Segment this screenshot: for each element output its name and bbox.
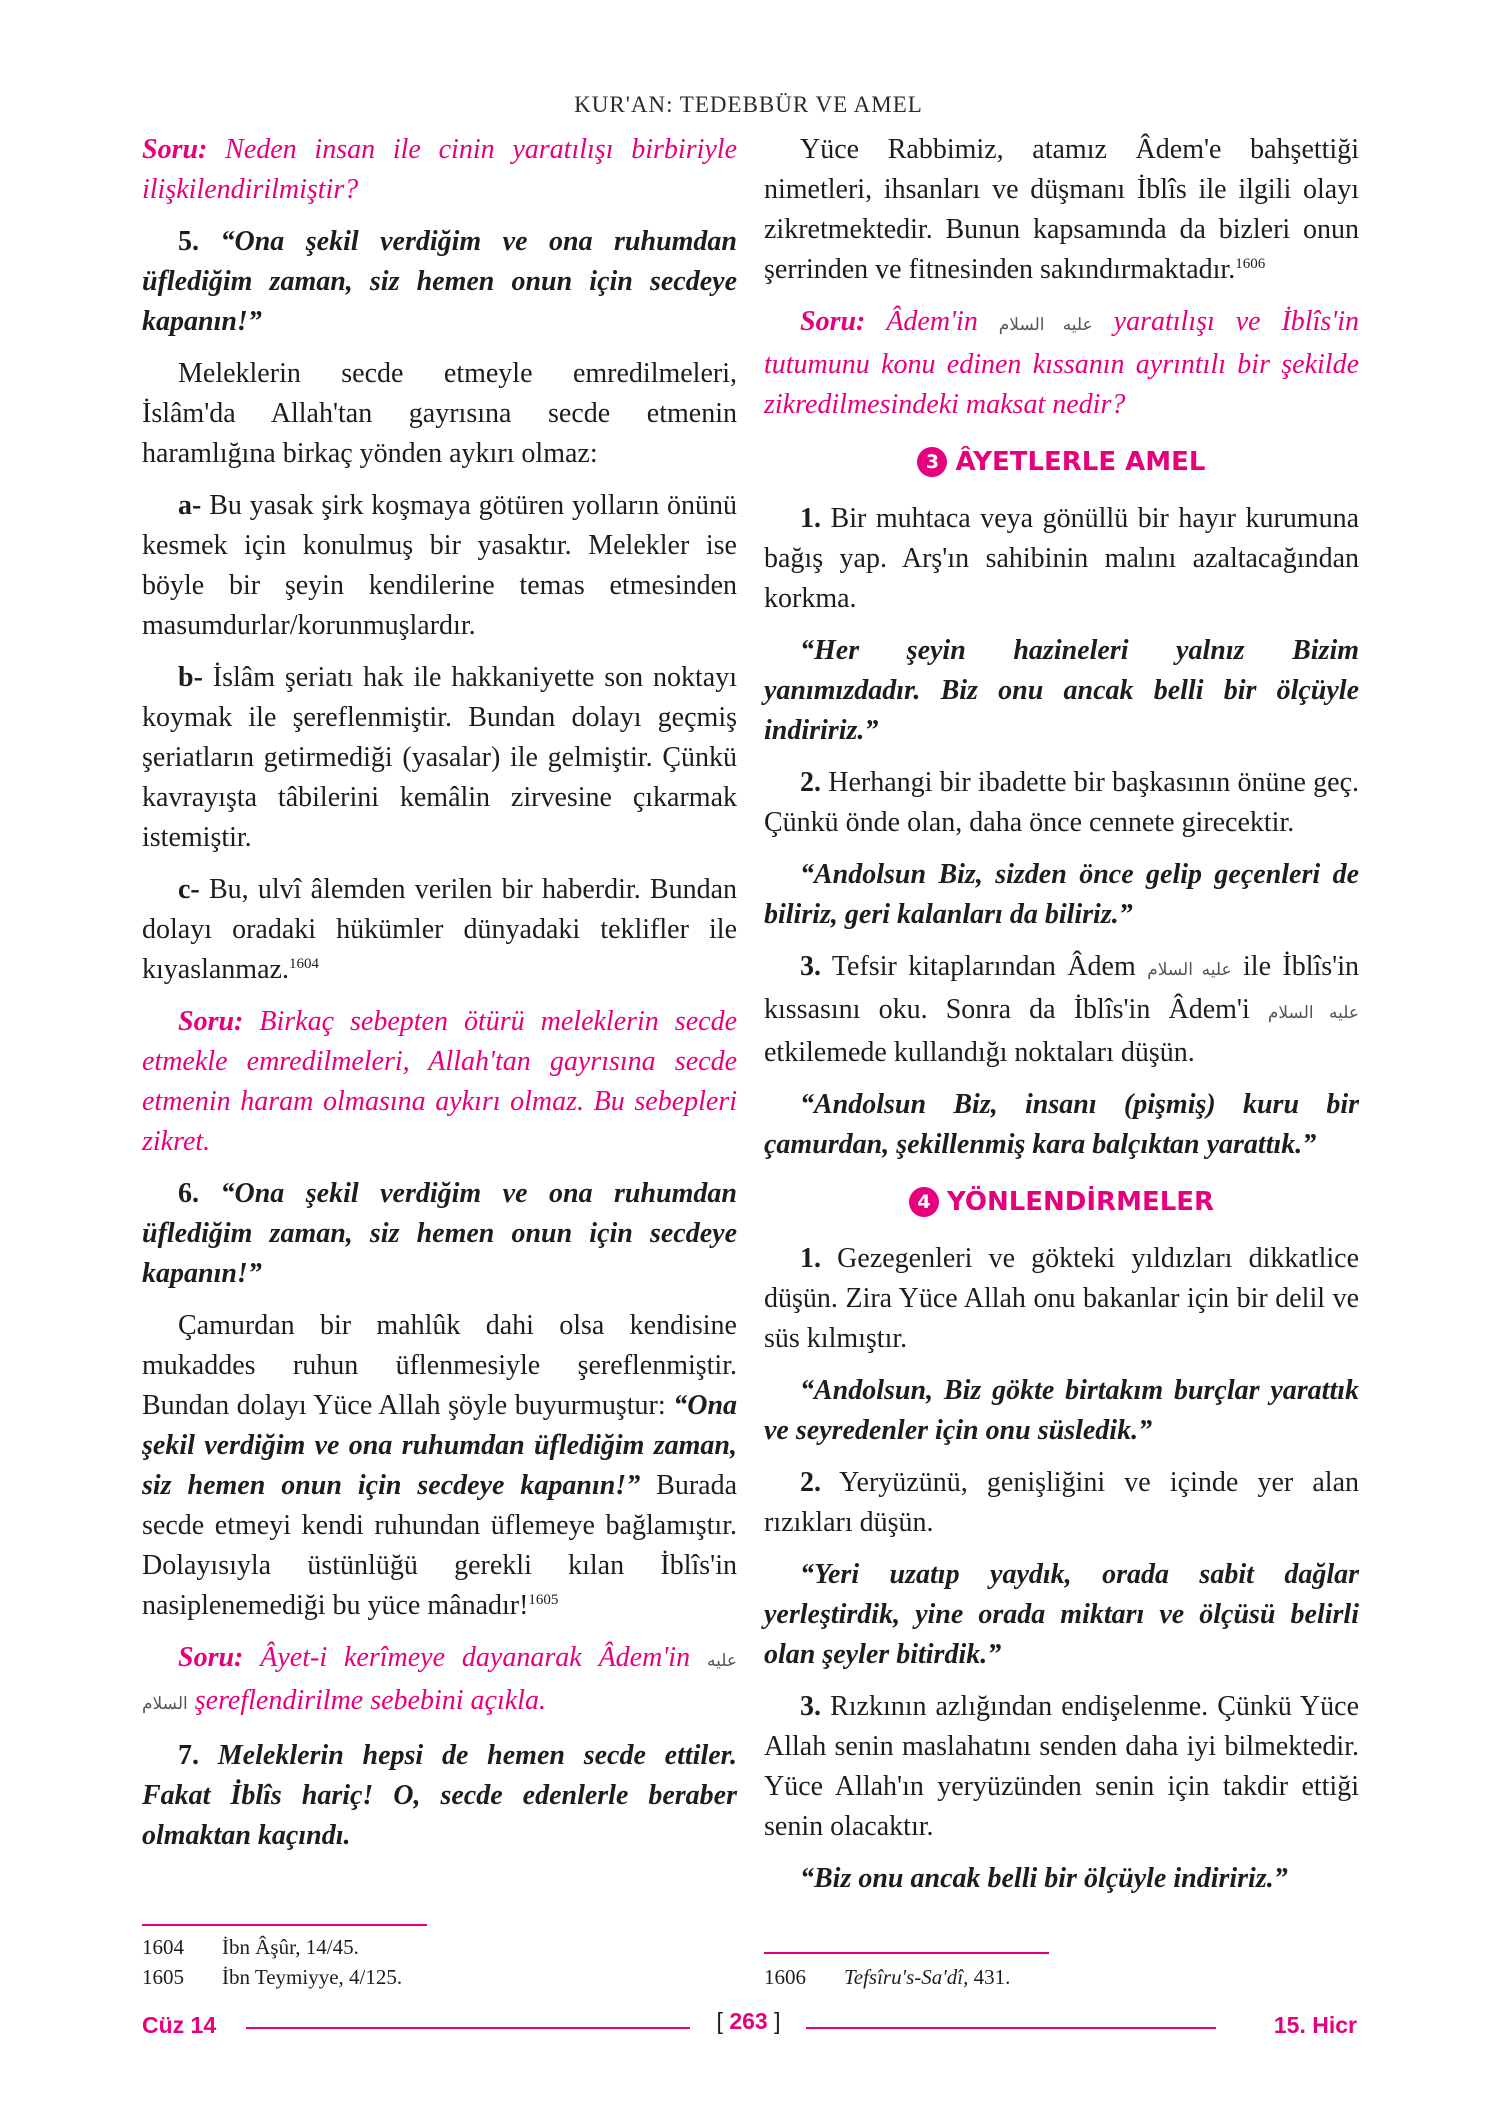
section-title: ÂYETLERLE AMEL [955,447,1206,477]
section-number-badge: 4 [909,1187,939,1217]
item-label: c- [178,874,200,905]
action-2-verse [764,855,1359,935]
paragraph-text: Burada secde etmeyi kendi ruhundan üflemeye bağlamıştır. Dolayısıyla üstünlüğü gerekli kılan İblîs'in nasiplenemediği bu yüce mânadır! [142,1470,738,1621]
paragraph-intro [764,130,1359,290]
item-text: Tefsir kitaplarından Âdem [831,951,1136,982]
question-text: şereflendirilme sebebini açıkla. [194,1685,546,1716]
footnote-1605 [142,1962,402,1992]
verse-text: “Ona şekil verdiğim ve ona ruhumdan üflediğim zaman, siz hemen onun için secdeye kapanın!” [142,1178,737,1289]
left-column [142,130,737,1868]
bracket-close: ] [774,2008,781,2034]
guidance-1 [764,1239,1359,1359]
footnote-ref: 1604 [288,956,319,972]
action-1 [764,499,1359,619]
paragraph-1 [142,354,737,474]
action-2 [764,763,1359,843]
item-number: 2. [800,1467,821,1498]
item-a [142,486,737,646]
footnote-rule-right [764,1952,1049,1954]
sura-label: 15. Hicr [1273,2012,1357,2038]
inline-verse: “Ona şekil verdiğim ve ona ruhumdan üflediğim zaman, siz hemen onun için secdeye kapanın!” [142,1390,738,1501]
honorific-glyph: عليه السلام [1267,1003,1360,1022]
guidance-2 [764,1463,1359,1543]
footer-rule-right [806,2027,1216,2029]
honorific-glyph: عليه السلام [998,315,1093,334]
footnote-1604 [142,1932,359,1962]
footnote-source: Tefsîru's-Sa'dî, [844,1965,969,1989]
page-number-value: 263 [729,2008,768,2034]
verse-7 [142,1736,737,1856]
question-1 [142,130,737,210]
question-text: Neden insan ile cinin yaratılışı birbiriyle ilişkilendirilmiştir? [142,134,738,205]
question-label: Soru: [178,1642,244,1673]
guidance-3-verse [764,1859,1359,1899]
item-text: Bu, ulvî âlemden verilen bir haberdir. Bundan dolayı oradaki hükümler dünyadaki teklifler ile kıyaslanmaz. [142,874,738,985]
page-number [700,2008,797,2035]
verse-text: “Andolsun Biz, sizden önce gelip geçenleri de biliriz, geri kalanları da biliriz.” [764,859,1359,930]
section-number-badge: 3 [917,447,947,477]
question-2 [142,1002,737,1162]
footnote-text: 431. [973,1965,1011,1989]
item-text: Bir muhtaca veya gönüllü bir hayır kurumuna bağış yap. Arş'ın sahibinin malını azaltacağından korkma. [764,503,1360,614]
question-3 [142,1638,737,1724]
verse-number: 7. [178,1740,199,1771]
paragraph-2 [142,1306,737,1626]
honorific-glyph: عليه السلام [1147,960,1232,979]
right-column [764,130,1359,1911]
item-label: b- [178,662,203,693]
running-header: KUR'AN: TEDEBBÜR VE AMEL [574,92,923,117]
verse-number: 5. [178,226,199,257]
item-text: Gezegenleri ve gökteki yıldızları dikkatlice düşün. Zira Yüce Allah onu bakanlar için bir delil ve süs kılmıştır. [764,1243,1359,1354]
honorific-glyph: عليه السلام [142,1651,737,1713]
question-right [764,302,1359,425]
verse-text: “Ona şekil verdiğim ve ona ruhumdan üflediğim zaman, siz hemen onun için secdeye kapanın!” [142,226,737,337]
footnote-ref: 1605 [528,1592,559,1608]
verse-text: “Andolsun Biz, insanı (pişmiş) kuru bir çamurdan, şekillenmiş kara balçıktan yarattık.” [764,1089,1359,1160]
paragraph-text: Çamurdan bir mahlûk dahi olsa kendisine mukaddes ruhun üflenmesiyle şereflenmiştir. Bundan dolayı Yüce Allah şöyle buyurmuştur: [142,1310,737,1421]
guidance-3 [764,1687,1359,1847]
verse-text: “Yeri uzatıp yaydık, orada sabit dağlar yerleştirdik, yine orada miktarı ve ölçüsü belirli olan şeyler bitirdik.” [764,1559,1359,1670]
bracket-open: [ [716,2008,723,2034]
section-heading-4 [764,1183,1359,1221]
verse-5 [142,222,737,342]
item-c [142,870,737,990]
footnote-ref: 1606 [1235,256,1266,272]
footer-rule-left [246,2027,690,2029]
section-heading-3 [764,443,1359,481]
juz-label: Cüz 14 [142,2012,217,2038]
guidance-1-verse [764,1371,1359,1451]
verse-6 [142,1174,737,1294]
verse-text: “Her şeyin hazineleri yalnız Bizim yanımızdadır. Biz onu ancak belli bir ölçüyle indiririz.” [764,635,1359,746]
item-text: etkilemede kullandığı noktaları düşün. [764,1037,1195,1068]
item-number: 1. [800,1243,821,1274]
question-text: yaratılışı ve İblîs'in tutumunu konu edinen kıssanın ayrıntılı bir şekilde zikredilmesindeki maksat nedir? [764,306,1360,420]
action-1-verse [764,631,1359,751]
page-footer [0,2008,1497,2052]
item-number: 2. [800,767,821,798]
question-label: Soru: [178,1006,244,1037]
item-number: 1. [800,503,821,534]
item-label: a- [178,490,202,521]
footnote-1606 [764,1962,1010,1992]
footnote-rule-left [142,1924,427,1926]
footnote-text: İbn Teymiyye, 4/125. [222,1965,403,1989]
footnote-number: 1604 [142,1935,184,1959]
section-title: YÖNLENDİRMELER [946,1187,1215,1217]
verse-number: 6. [178,1178,199,1209]
verse-text: “Biz onu ancak belli bir ölçüyle indiririz.” [800,1863,1288,1894]
action-3 [764,947,1359,1073]
action-3-verse [764,1085,1359,1165]
verse-text: Meleklerin hepsi de hemen secde ettiler. Fakat İblîs hariç! O, secde edenlerle beraber olmaktan kaçındı. [142,1740,738,1851]
question-label: Soru: [142,134,208,165]
verse-text: “Andolsun, Biz gökte birtakım burçlar yarattık ve seyredenler için onu süsledik.” [764,1375,1359,1446]
paragraph-text: Yüce Rabbimiz, atamız Âdem'e bahşettiği nimetleri, ihsanları ve düşmanı İblîs ile ilgili olayı zikretmektedir. Bunun kapsamında da bizleri onun şerrinden ve fitnesinden sakındırmaktadır. [764,134,1359,285]
footnote-number: 1606 [764,1965,806,1989]
guidance-2-verse [764,1555,1359,1675]
item-text: İslâm şeriatı hak ile hakkaniyette son noktayı koymak ile şereflenmiştir. Bundan dolayı geçmiş şeriatların getirmediği (yasalar) ile gelmiştir. Çünkü kavrayışta tâbilerini kemâlin zirvesine çıkarmak istemiştir. [142,662,737,853]
question-label: Soru: [800,306,866,337]
item-b [142,658,737,858]
footnote-text: İbn Âşûr, 14/45. [222,1935,359,1959]
item-number: 3. [800,1691,821,1722]
item-number: 3. [800,951,821,982]
item-text: Bu yasak şirk koşmaya götüren yolların önünü kesmek için konulmuş bir yasaktır. Melekler ise böyle bir şeyin kendilerine temas etmesinden masumdurlar/korunmuşlardır. [142,490,737,641]
item-text: Yeryüzünü, genişliğini ve içinde yer alan rızıkları düşün. [764,1467,1359,1538]
item-text: Rızkının azlığından endişelenme. Çünkü Yüce Allah senin maslahatını senden daha iyi bilmektedir. Yüce Allah'ın yeryüzünden senin için takdir ettiği senin olacaktır. [764,1691,1359,1842]
question-text: Âyet-i kerîmeye dayanarak Âdem'in [260,1642,691,1673]
footnote-number: 1605 [142,1965,184,1989]
question-text: Birkaç sebepten ötürü meleklerin secde etmekle emredilmeleri, Allah'tan gayrısına secde etmenin haram olmasına aykırı olmaz. Bu sebepleri zikret. [142,1006,737,1157]
item-text: Herhangi bir ibadette bir başkasının önüne geç. Çünkü önde olan, daha önce cennete girecektir. [764,767,1360,838]
question-text: Âdem'in [886,306,978,337]
item-text: ile İblîs'in kıssasını oku. Sonra da İblîs'in Âdem'i [764,951,1360,1025]
paragraph-text: Meleklerin secde etmeyle emredilmeleri, İslâm'da Allah'tan gayrısına secde etmenin haramlığına birkaç yönden aykırı olmaz: [142,358,737,469]
